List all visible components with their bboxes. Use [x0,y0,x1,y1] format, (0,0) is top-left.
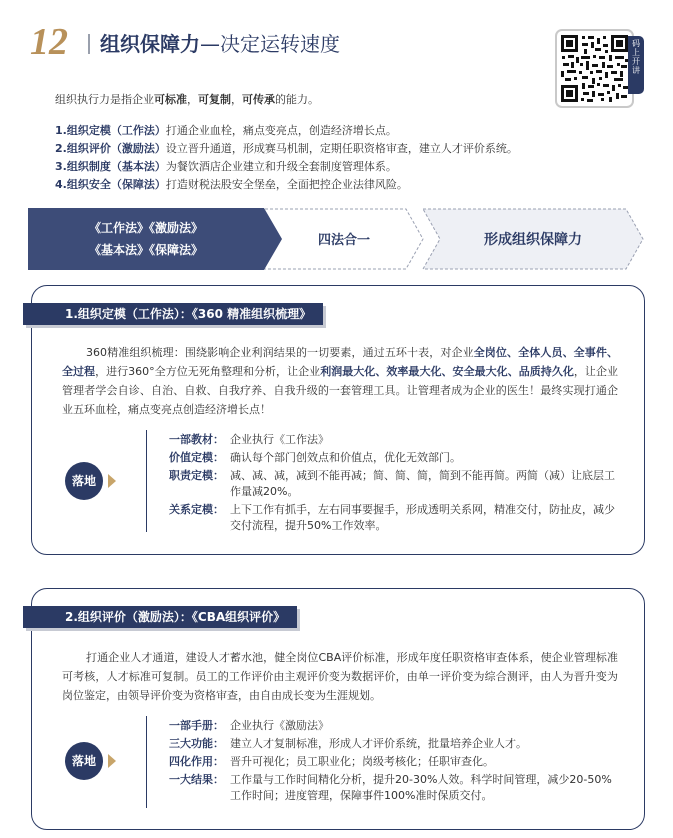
section-2-item-3-value: 晋升可视化；员工职业化；岗级考核化；任职审查化。 [230,755,494,768]
section-1-item-2-value: 确认每个部门创效点和价值点，优化无效部门。 [230,451,461,464]
intro-sep-2: ， [231,93,242,106]
qr-code-image [559,33,630,104]
section-1-para-part-4: 利润最大化、效率最大化、安全最大化、品质持久化 [320,365,574,378]
point-1-desc: 打通企业血栓，痛点变亮点，创造经济增长点。 [165,124,397,137]
section-2-item-2-value: 建立人才复制标准，形成人才评价系统，批量培养企业人才。 [230,737,527,750]
point-3-desc: 为餐饮酒店企业建立和升级全套制度管理体系。 [165,160,397,173]
section-2-landing-badge: 落地 [65,742,103,780]
section-1-item-1-key: 一部教材： [169,433,224,446]
flow-step-1-line-1: 《工作法》《激励法》 [88,221,204,235]
section-1-item-4-value: 上下工作有抓手，左右同事要握手，形成透明关系网，精准交付，防扯皮，减少交付流程，提升50%工作效率。 [230,503,615,532]
section-1-para-part-1: 360精准组织梳理：围绕影响企业利润结果的一切要素，通过五环十表，对企业 [86,346,474,359]
page-title [100,31,340,57]
section-2-item-4-value: 工作量与工作时间精化分析，提升20-30%人效。科学时间管理，减少20-50%工作时间；进度管理，保障事件100%准时保质交付。 [230,773,612,802]
point-3 [55,159,397,175]
section-1-item-3-key: 职责定模： [169,469,224,482]
section-2-item-4-key: 一大结果： [169,773,224,786]
point-2-desc: 设立晋升通道，形成赛马机制，定期任职资格审查，建立人才评价系统。 [165,142,518,155]
title-divider [88,34,90,54]
intro-prefix: 组织执行力是指企业 [55,93,154,106]
point-4 [55,177,408,193]
intro-bold-3: 可传承 [242,93,275,106]
qr-tab-text: 码上开讲 [632,39,640,75]
intro-text [55,92,319,108]
flow-step-1-line-2: 《基本法》《保障法》 [88,243,204,257]
section-2-item-1-key: 一部手册： [169,719,224,732]
point-1-label: 1.组织定模（工作法） [55,124,166,137]
section-1-para-part-3: ，进行360°全方位无死角整理和分析，让企业 [95,365,321,378]
point-2 [55,141,518,157]
section-1-para-part-5: ，让企业管理者学会自诊、自治、自救、自我疗养、自我升级的一套管理工具。让管理者成为企业的医生！最终实现打通企业五环血栓，痛点变亮点创造经济增长点！ [62,365,618,416]
section-2-item-3-key: 四化作用： [169,755,224,768]
flow-step-1-shape [28,208,282,270]
page-number: 12 [30,21,68,63]
section-2-item-2-key: 三大功能： [169,737,224,750]
section-2-item-1-value: 企业执行《激励法》 [230,719,329,732]
section-1-item-2-key: 价值定模： [169,451,224,464]
point-2-label: 2.组织评价（激励法） [55,142,166,155]
intro-bold-1: 可标准 [154,93,187,106]
section-2-divider [146,716,147,808]
flow-diagram [28,208,648,270]
point-1 [55,123,397,139]
qr-code[interactable] [555,29,634,108]
section-1-paragraph [62,343,618,419]
section-1-arrow-icon [108,474,116,488]
page-title-rest: —决定运转速度 [200,32,340,56]
flow-step-2-label: 四法合一 [317,233,371,248]
section-2-title: 2.组织评价（激励法）：《CBA组织评价》 [23,606,297,628]
flow-step-3-label: 形成组织保障力 [484,232,582,248]
intro-suffix: 的能力。 [275,93,319,106]
point-3-label: 3.组织制度（基本法） [55,160,166,173]
section-1-landing-badge: 落地 [65,462,103,500]
page-title-main: 组织保障力 [100,32,200,56]
section-1-item-1-value: 企业执行《工作法》 [230,433,329,446]
intro-bold-2: 可复制 [198,93,231,106]
section-1-item-3-value: 减、减、减，减到不能再减；简、简、简，简到不能再简。两简（减）让底层工作量减20%。 [230,469,615,498]
section-1-title: 1.组织定模（工作法）：《360 精准组织梳理》 [23,303,323,325]
qr-tab-label[interactable] [628,36,644,94]
section-2-paragraph: 打通企业人才通道，建设人才蓄水池，健全岗位CBA评价标准，形成年度任职资格审查体系，使企业管理标准可考核，人才标准可复制。员工的工作评价由主观评价变为数据评价，由单一评价变为综合测评，由人为晋升变为岗位鉴定，由领导评价变为资格审查，由自由成长变为生涯规划。 [62,651,618,702]
point-4-label: 4.组织安全（保障法） [55,178,166,191]
intro-sep-1: ， [187,93,198,106]
point-4-desc: 打造财税法股安全堡垒，全面把控企业法律风险。 [165,178,408,191]
section-2-arrow-icon [108,754,116,768]
section-1-para-part-2: 全岗位、全体人员、全事件、全过程 [62,346,619,378]
section-1-item-4-key: 关系定模： [169,503,224,516]
section-1-divider [146,430,147,532]
